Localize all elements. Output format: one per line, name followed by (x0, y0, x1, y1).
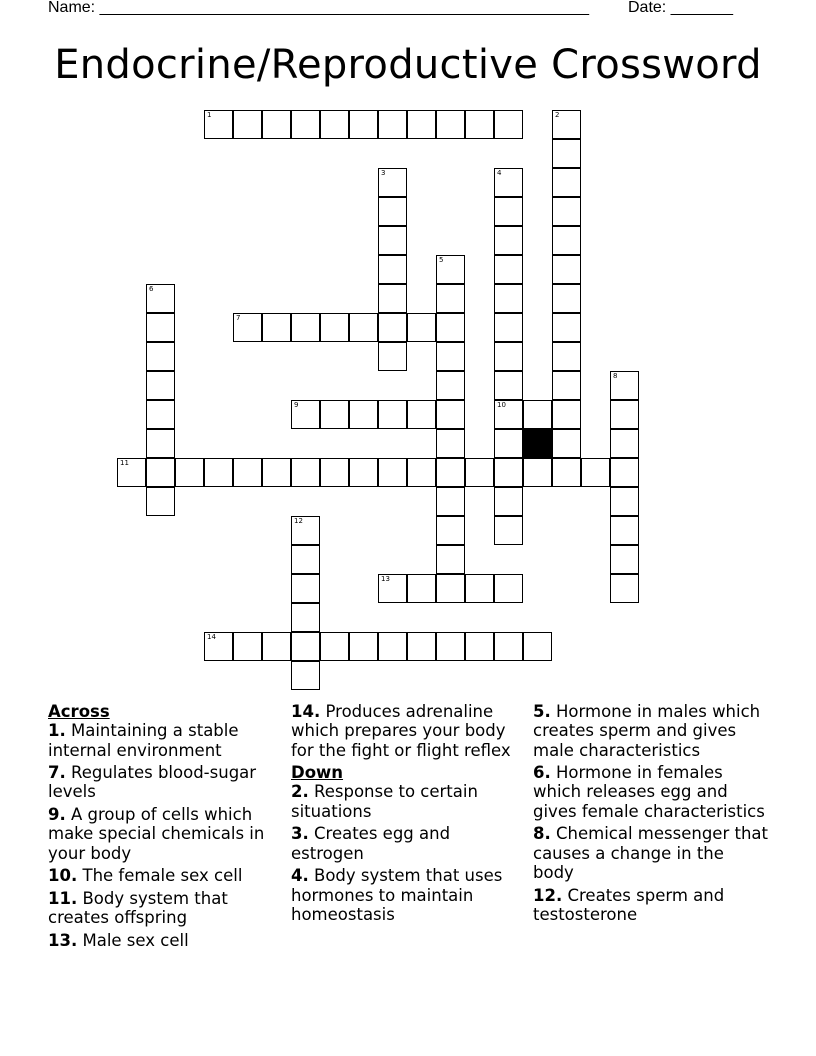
crossword-cell[interactable] (378, 110, 407, 139)
clue-number: 8 (613, 372, 618, 380)
crossword-cell[interactable] (146, 487, 175, 516)
across-clue-9: 9. A group of cells which make special chemicals in your body (48, 805, 265, 863)
crossword-cell[interactable] (494, 632, 523, 661)
crossword-cell[interactable] (552, 458, 581, 487)
crossword-cell[interactable] (262, 110, 291, 139)
crossword-cell[interactable] (291, 400, 320, 429)
crossword-cell[interactable] (552, 342, 581, 371)
crossword-cell[interactable] (494, 168, 523, 197)
crossword-cell[interactable] (291, 574, 320, 603)
crossword-cell[interactable] (552, 139, 581, 168)
clues-column-2 (291, 702, 527, 927)
crossword-cell[interactable] (291, 545, 320, 574)
crossword-cell[interactable] (494, 429, 523, 458)
crossword-cell[interactable] (291, 603, 320, 632)
crossword-cell[interactable] (552, 197, 581, 226)
crossword-cell[interactable] (291, 661, 320, 690)
page-title: Endocrine/Reproductive Crossword (54, 42, 762, 88)
crossword-cell[interactable] (436, 342, 465, 371)
crossword-cell[interactable] (494, 110, 523, 139)
crossword-cell[interactable] (291, 313, 320, 342)
crossword-cell[interactable] (436, 429, 465, 458)
crossword-cell[interactable] (320, 632, 349, 661)
crossword-cell[interactable] (378, 284, 407, 313)
crossword-cell[interactable] (610, 429, 639, 458)
crossword-cell[interactable] (581, 458, 610, 487)
crossword-cell[interactable] (436, 313, 465, 342)
crossword-cell[interactable] (552, 429, 581, 458)
crossword-cell[interactable] (552, 226, 581, 255)
clue-number: 12 (294, 517, 303, 525)
crossword-cell[interactable] (494, 313, 523, 342)
crossword-cell[interactable] (494, 516, 523, 545)
crossword-cell[interactable] (436, 487, 465, 516)
crossword-cell[interactable] (407, 110, 436, 139)
crossword-cell[interactable] (378, 342, 407, 371)
crossword-cell[interactable] (175, 458, 204, 487)
crossword-cell[interactable] (407, 574, 436, 603)
crossword-cell[interactable] (610, 516, 639, 545)
crossword-cell[interactable] (291, 110, 320, 139)
crossword-cell[interactable] (523, 458, 552, 487)
crossword-cell[interactable] (291, 516, 320, 545)
clues-column-1 (48, 702, 284, 953)
crossword-cell[interactable] (465, 110, 494, 139)
crossword-cell[interactable] (233, 110, 262, 139)
crossword-cell[interactable] (552, 255, 581, 284)
crossword-cell[interactable] (494, 284, 523, 313)
crossword-cell[interactable] (494, 574, 523, 603)
clue-number: 1 (207, 111, 212, 119)
crossword-cell[interactable] (436, 632, 465, 661)
clue-number: 13 (381, 575, 390, 583)
clue-number: 3 (381, 169, 386, 177)
across-clue-10: 10. The female sex cell (48, 866, 243, 886)
clue-number: 10 (497, 401, 506, 409)
crossword-cell[interactable] (233, 632, 262, 661)
crossword-cell[interactable] (436, 255, 465, 284)
down-heading: Down (291, 763, 344, 783)
crossword-cell[interactable] (146, 371, 175, 400)
crossword-cell[interactable] (117, 458, 146, 487)
down-clue-6: 6. Hormone in females which releases egg and gives female characteristics (533, 763, 765, 821)
crossword-cell[interactable] (146, 342, 175, 371)
crossword-cell[interactable] (146, 313, 175, 342)
crossword-cell[interactable] (349, 110, 378, 139)
crossword-cell[interactable] (291, 632, 320, 661)
down-clue-8: 8. Chemical messenger that causes a change in the body (533, 824, 768, 882)
crossword-cell[interactable] (610, 458, 639, 487)
crossword-cell[interactable] (378, 458, 407, 487)
crossword-cell[interactable] (378, 313, 407, 342)
crossword-cell[interactable] (552, 284, 581, 313)
crossword-cell[interactable] (552, 168, 581, 197)
crossword-cell[interactable] (610, 400, 639, 429)
clue-number: 4 (497, 169, 502, 177)
crossword-cell[interactable] (552, 371, 581, 400)
crossword-cell[interactable] (349, 313, 378, 342)
crossword-cell[interactable] (552, 400, 581, 429)
crossword-cell[interactable] (465, 632, 494, 661)
crossword-cell[interactable] (436, 574, 465, 603)
crossword-cell[interactable] (552, 313, 581, 342)
crossword-cell[interactable] (436, 458, 465, 487)
across-clue-1: 1. Maintaining a stable internal environment (48, 721, 239, 760)
name-line[interactable]: Name: _______________________________________________________ (48, 0, 589, 16)
crossword-cell[interactable] (494, 400, 523, 429)
crossword-cell[interactable] (436, 545, 465, 574)
down-clue-2: 2. Response to certain situations (291, 782, 478, 821)
clue-number: 9 (294, 401, 299, 409)
crossword-cell[interactable] (407, 458, 436, 487)
crossword-cell[interactable] (407, 313, 436, 342)
crossword-cell[interactable] (436, 284, 465, 313)
crossword-cell[interactable] (320, 400, 349, 429)
crossword-cell[interactable] (610, 371, 639, 400)
crossword-cell[interactable] (349, 400, 378, 429)
crossword-cell[interactable] (465, 574, 494, 603)
crossword-cell[interactable] (146, 284, 175, 313)
crossword-cell[interactable] (436, 400, 465, 429)
crossword-cell[interactable] (233, 313, 262, 342)
crossword-cell[interactable] (407, 400, 436, 429)
crossword-cell[interactable] (378, 168, 407, 197)
crossword-cell[interactable] (262, 313, 291, 342)
crossword-cell[interactable] (465, 458, 494, 487)
down-clue-12: 12. Creates sperm and testosterone (533, 885, 725, 924)
crossword-cell[interactable] (494, 371, 523, 400)
clue-number: 11 (120, 459, 129, 467)
across-clue-11: 11. Body system that creates offspring (48, 888, 228, 928)
across-clue-7: 7. Regulates blood-sugar levels (48, 763, 257, 802)
crossword-cell[interactable] (146, 429, 175, 458)
clue-number: 2 (555, 111, 560, 119)
crossword-cell[interactable] (610, 574, 639, 603)
crossword-cell[interactable] (494, 487, 523, 516)
clue-number: 6 (149, 285, 154, 293)
clue-number: 5 (439, 256, 444, 264)
across-clue-13: 13. Male sex cell (48, 930, 189, 950)
crossword-cell[interactable] (262, 458, 291, 487)
crossword-cell[interactable] (436, 516, 465, 545)
crossword-cell[interactable] (523, 400, 552, 429)
crossword-cell[interactable] (378, 197, 407, 226)
crossword-cell[interactable] (349, 632, 378, 661)
crossword-cell[interactable] (233, 458, 262, 487)
down-clue-5: 5. Hormone in males which creates sperm and gives male characteristics (533, 702, 761, 760)
crossword-cell[interactable] (320, 110, 349, 139)
down-clue-3: 3. Creates egg and estrogen (291, 824, 451, 863)
across-heading: Across (48, 702, 110, 721)
clue-number: 7 (236, 314, 241, 322)
crossword-cell[interactable] (610, 545, 639, 574)
crossword-cell[interactable] (610, 487, 639, 516)
crossword-cell[interactable] (262, 632, 291, 661)
clue-number: 14 (207, 633, 216, 641)
crossword-cell[interactable] (407, 632, 436, 661)
crossword-cell[interactable] (436, 371, 465, 400)
crossword-cell[interactable] (494, 255, 523, 284)
crossword-cell[interactable] (494, 197, 523, 226)
crossword-cell[interactable] (204, 110, 233, 139)
blocked-cell (523, 429, 552, 458)
crossword-cell[interactable] (146, 458, 175, 487)
across-clue-14: 14. Produces adrenaline which prepares your body for the fight or flight reflex (291, 702, 511, 760)
crossword-cell[interactable] (204, 458, 233, 487)
crossword-cell[interactable] (494, 458, 523, 487)
crossword-cell[interactable] (291, 458, 320, 487)
crossword-cell[interactable] (523, 632, 552, 661)
crossword-cell[interactable] (378, 400, 407, 429)
clues-column-3 (533, 702, 769, 927)
crossword-cell[interactable] (436, 110, 465, 139)
crossword-cell[interactable] (494, 226, 523, 255)
crossword-cell[interactable] (204, 632, 233, 661)
crossword-cell[interactable] (378, 226, 407, 255)
date-line[interactable]: Date: _______ (628, 0, 733, 16)
down-clue-4: 4. Body system that uses hormones to maintain homeostasis (291, 866, 503, 924)
crossword-cell[interactable] (320, 313, 349, 342)
crossword-cell[interactable] (349, 458, 378, 487)
crossword-cell[interactable] (146, 400, 175, 429)
crossword-cell[interactable] (320, 458, 349, 487)
crossword-cell[interactable] (378, 574, 407, 603)
crossword-cell[interactable] (378, 632, 407, 661)
crossword-cell[interactable] (494, 342, 523, 371)
crossword-cell[interactable] (552, 110, 581, 139)
crossword-cell[interactable] (378, 255, 407, 284)
